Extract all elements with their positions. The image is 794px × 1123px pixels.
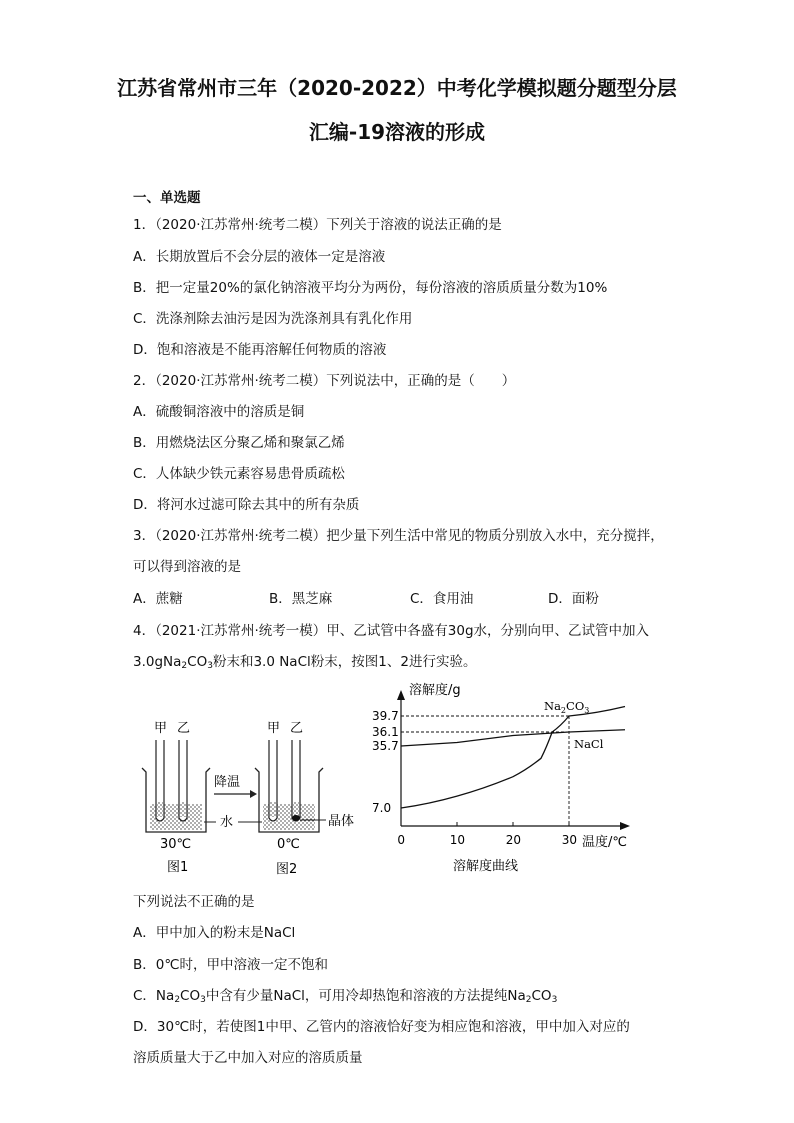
q4-option-a: A．甲中加入的粉末是NaCl — [133, 925, 296, 941]
q1-stem: 1．（2020·江苏常州·统考二模）下列关于溶液的说法正确的是 — [133, 217, 502, 233]
temp-label-2: 0℃ — [277, 837, 300, 852]
q2-option-d: D．将河水过滤可除去其中的所有杂质 — [133, 497, 360, 513]
q1-option-a: A．长期放置后不会分层的液体一定是溶液 — [133, 249, 386, 265]
q3-option-a: A．蔗糖 — [133, 591, 183, 607]
x-tick-label: 10 — [449, 833, 466, 847]
crystal-label: 晶体 — [328, 814, 355, 829]
y-tick-label: 7.0 — [372, 801, 392, 815]
q3-stem-line1: 3．（2020·江苏常州·统考二模）把少量下列生活中常见的物质分别放入水中，充分搅拌， — [133, 528, 664, 544]
beaker-2 — [255, 740, 323, 832]
x-axis-arrow — [620, 822, 630, 830]
figure-label-2: 图2 — [276, 862, 298, 877]
cooling-arrow — [214, 775, 257, 798]
q2-option-b: B．用燃烧法区分聚乙烯和聚氯乙烯 — [133, 435, 345, 451]
q3-option-c: C．食用油 — [410, 591, 474, 607]
q4-option-c: C．$Na_2CO_3$中含有少量NaCl，可用冷却热饱和溶液的方法提纯$Na_2CO_3$ — [133, 988, 558, 1005]
q4-stem-line1: 4．（2021·江苏常州·统考一模）甲、乙试管中各盛有30g水，分别向甲、乙试管中加入 — [133, 623, 650, 639]
x-tick-label: 20 — [505, 833, 522, 847]
x-axis-label: 温度/℃ — [582, 835, 627, 850]
y-tick-label: 35.7 — [372, 739, 399, 753]
y-axis-arrow — [397, 690, 405, 700]
figure-label-1: 图1 — [167, 860, 189, 875]
beaker-figures — [130, 710, 370, 880]
q1-option-b: B．把一定量20%的氯化钠溶液平均分为两份，每份溶液的溶质质量分数为10% — [133, 280, 608, 296]
tube-label-yi-1: 乙 — [177, 721, 191, 736]
q2-stem: 2．（2020·江苏常州·统考二模）下列说法中，正确的是（ ） — [133, 373, 516, 389]
series-line-na2co3 — [401, 706, 625, 808]
beaker-1 — [142, 740, 210, 832]
q3-option-b: B．黑芝麻 — [269, 591, 333, 607]
x-tick-label: 30 — [561, 833, 578, 847]
crystal-deposit — [292, 815, 300, 821]
q4-question: 下列说法不正确的是 — [133, 894, 255, 910]
nacl-series-label: NaCl — [574, 737, 604, 751]
q2-option-c: C．人体缺少铁元素容易患骨质疏松 — [133, 466, 345, 482]
tube-label-jia-2: 甲 — [267, 721, 281, 736]
q1-option-c: C．洗涤剂除去油污是因为洗涤剂具有乳化作用 — [133, 311, 413, 327]
section-heading: 一、单选题 — [133, 190, 201, 206]
tube-label-yi-2: 乙 — [290, 721, 304, 736]
document-title-line2: 汇编-19溶液的形成 — [308, 120, 486, 144]
chart-title: 溶解度曲线 — [453, 859, 519, 874]
q2-option-a: A．硫酸铜溶液中的溶质是铜 — [133, 404, 305, 420]
temp-label-1: 30℃ — [160, 837, 192, 852]
water-label: 水 — [220, 815, 234, 830]
x-tick-label: 0 — [397, 833, 406, 847]
na2co3-series-label: $Na_2CO_3$ — [544, 699, 590, 715]
q1-option-d: D．饱和溶液是不能再溶解任何物质的溶液 — [133, 342, 387, 358]
y-tick-label: 39.7 — [372, 709, 399, 723]
q3-stem-line2: 可以得到溶液的是 — [133, 559, 241, 575]
q4-option-d-line1: D．30℃时，若使图1中甲、乙管内的溶液恰好变为相应饱和溶液，甲中加入对应的 — [133, 1019, 630, 1035]
y-axis-label: 溶解度/g — [409, 683, 461, 698]
q3-option-d: D．面粉 — [548, 591, 599, 607]
solubility-chart — [360, 676, 660, 878]
q4-option-d-line2: 溶质质量大于乙中加入对应的溶质质量 — [133, 1050, 363, 1066]
cooling-label: 降温 — [214, 775, 241, 790]
document-title-line1: 江苏省常州市三年（2020-2022）中考化学模拟题分题型分层 — [117, 76, 677, 100]
y-tick-label: 36.1 — [372, 725, 399, 739]
q4-stem-line2: $3.0gNa_2CO_3$粉末和3.0 NaCl粉末，按图1、2进行实验。 — [133, 654, 477, 671]
tube-label-jia-1: 甲 — [154, 721, 168, 736]
q4-option-b: B．0℃时，甲中溶液一定不饱和 — [133, 957, 329, 973]
